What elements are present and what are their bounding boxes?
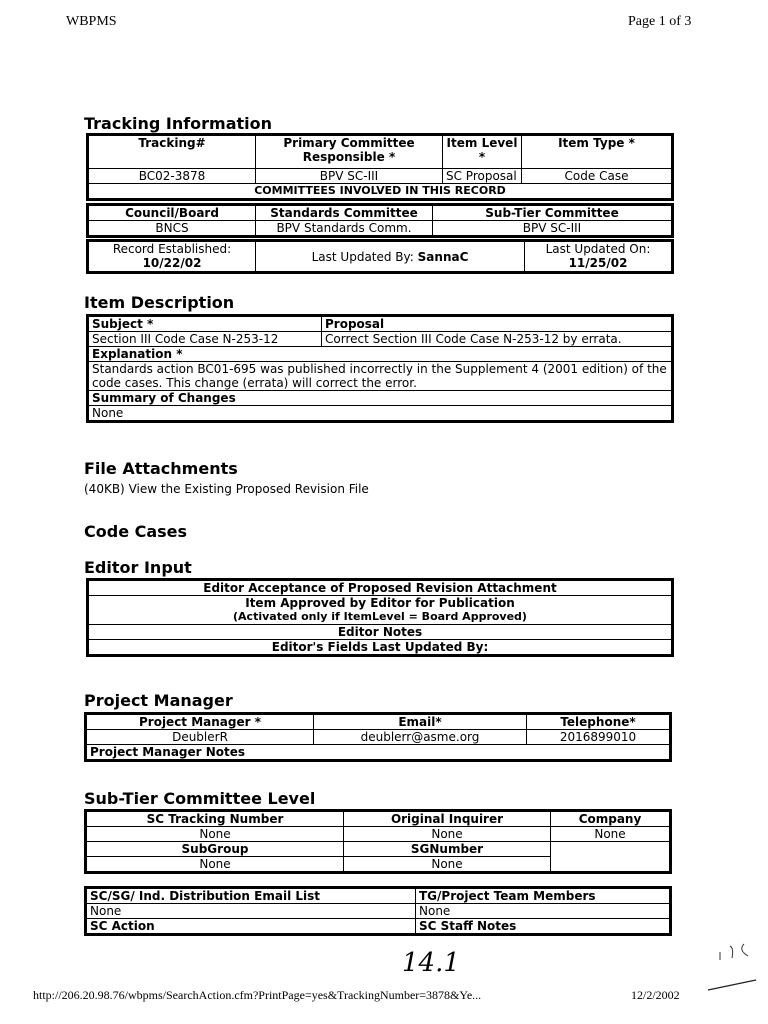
last-updated-on (525, 241, 673, 273)
attachment-size: (40KB) (84, 482, 125, 496)
company-header: Company (551, 811, 671, 827)
editor-section-title: Editor Input (84, 558, 192, 577)
record-established-date: 10/22/02 (142, 256, 202, 270)
distribution-table (84, 886, 672, 936)
tg-value: None (416, 904, 671, 919)
handwritten-scribble-icon (704, 936, 764, 996)
item-level: SC Proposal (443, 169, 522, 184)
pm-notes-header: Project Manager Notes (86, 745, 671, 761)
editor-approved-label: Item Approved by Editor for Publication (245, 596, 515, 610)
email-value: deublerr@asme.org (314, 730, 527, 745)
email-header: Email* (314, 714, 527, 730)
standards-value: BPV Standards Comm. (256, 221, 433, 237)
pm-header: Project Manager * (86, 714, 314, 730)
subgroup-value: None (86, 857, 344, 873)
editor-approved (88, 596, 673, 625)
pm-value: DeublerR (86, 730, 314, 745)
editor-notes: Editor Notes (88, 625, 673, 640)
app-title: WBPMS (66, 14, 117, 29)
proposal-header: Proposal (322, 316, 673, 332)
tracking-number: BC02-3878 (88, 169, 256, 184)
primary-committee-header: Primary Committee Responsible * (256, 135, 443, 169)
tracking-table (86, 133, 674, 201)
description-section-title: Item Description (84, 293, 235, 312)
record-established (88, 241, 256, 273)
description-table (86, 314, 674, 423)
sc-tracking-value: None (86, 827, 344, 842)
code-cases-section-title: Code Cases (84, 522, 188, 541)
distribution-value: None (86, 904, 416, 919)
pm-section-title: Project Manager (84, 691, 233, 710)
item-type-header: Item Type * (522, 135, 673, 169)
council-header: Council/Board (88, 205, 256, 221)
subject-value: Section III Code Case N-253-12 (88, 332, 322, 347)
page-number: Page 1 of 3 (628, 14, 692, 29)
subtier-table (84, 809, 672, 874)
primary-committee: BPV SC-III (256, 169, 443, 184)
summary-value: None (88, 406, 673, 422)
attachments-section-title: File Attachments (84, 459, 238, 478)
footer-date: 12/2/2002 (631, 988, 680, 1002)
tracking-section-title: Tracking Information (84, 114, 273, 133)
last-updated-by-value: SannaC (417, 249, 469, 264)
inquirer-header: Original Inquirer (344, 811, 551, 827)
last-updated-by-label: Last Updated By: (311, 249, 414, 264)
editor-approved-note: (Activated only if ItemLevel = Board Approved) (233, 610, 527, 623)
item-level-header: Item Level * (443, 135, 522, 169)
record-dates-table (86, 239, 674, 274)
sgnumber-value: None (344, 857, 551, 873)
handwritten-note: 14.1 (402, 948, 460, 978)
item-type: Code Case (522, 169, 673, 184)
proposal-value: Correct Section III Code Case N-253-12 by errata. (322, 332, 673, 347)
committees-table (86, 203, 674, 238)
footer-url: http://206.20.98.76/wbpms/SearchAction.cfm?PrintPage=yes&TrackingNumber=3878&Ye... (33, 988, 482, 1002)
company-value: None (551, 827, 671, 842)
subtier-value: BPV SC-III (433, 221, 673, 237)
telephone-header: Telephone* (527, 714, 671, 730)
committees-title: COMMITTEES INVOLVED IN THIS RECORD (88, 184, 673, 200)
inquirer-value: None (344, 827, 551, 842)
distribution-header: SC/SG/ Ind. Distribution Email List (86, 888, 416, 904)
pm-table (84, 712, 672, 762)
sc-staff-notes-header: SC Staff Notes (416, 919, 671, 935)
editor-table (86, 578, 674, 657)
sc-action-header: SC Action (86, 919, 416, 935)
summary-header: Summary of Changes (88, 391, 673, 406)
council-value: BNCS (88, 221, 256, 237)
sgnumber-header: SGNumber (344, 842, 551, 857)
editor-acceptance: Editor Acceptance of Proposed Revision Attachment (88, 580, 673, 596)
standards-header: Standards Committee (256, 205, 433, 221)
tg-header: TG/Project Team Members (416, 888, 671, 904)
last-updated-by (256, 241, 525, 273)
sc-tracking-header: SC Tracking Number (86, 811, 344, 827)
attachment-row (84, 482, 369, 496)
tracking-header: Tracking# (88, 135, 256, 169)
last-updated-on-date: 11/25/02 (568, 256, 628, 270)
subtier-header: Sub-Tier Committee (433, 205, 673, 221)
blank-cell (551, 842, 671, 873)
subgroup-header: SubGroup (86, 842, 344, 857)
explanation-value: Standards action BC01-695 was published incorrectly in the Supplement 4 (2001 edition) of the code cases. This change (errata) will correct the error. (88, 362, 673, 391)
explanation-header: Explanation * (88, 347, 673, 362)
subtier-section-title: Sub-Tier Committee Level (84, 789, 316, 808)
subject-header: Subject * (88, 316, 322, 332)
editor-fields-updated: Editor's Fields Last Updated By: (88, 640, 673, 656)
record-established-label: Record Established: (112, 242, 232, 256)
attachment-link[interactable]: View the Existing Proposed Revision File (128, 482, 369, 496)
telephone-value: 2016899010 (527, 730, 671, 745)
last-updated-on-label: Last Updated On: (545, 242, 651, 256)
